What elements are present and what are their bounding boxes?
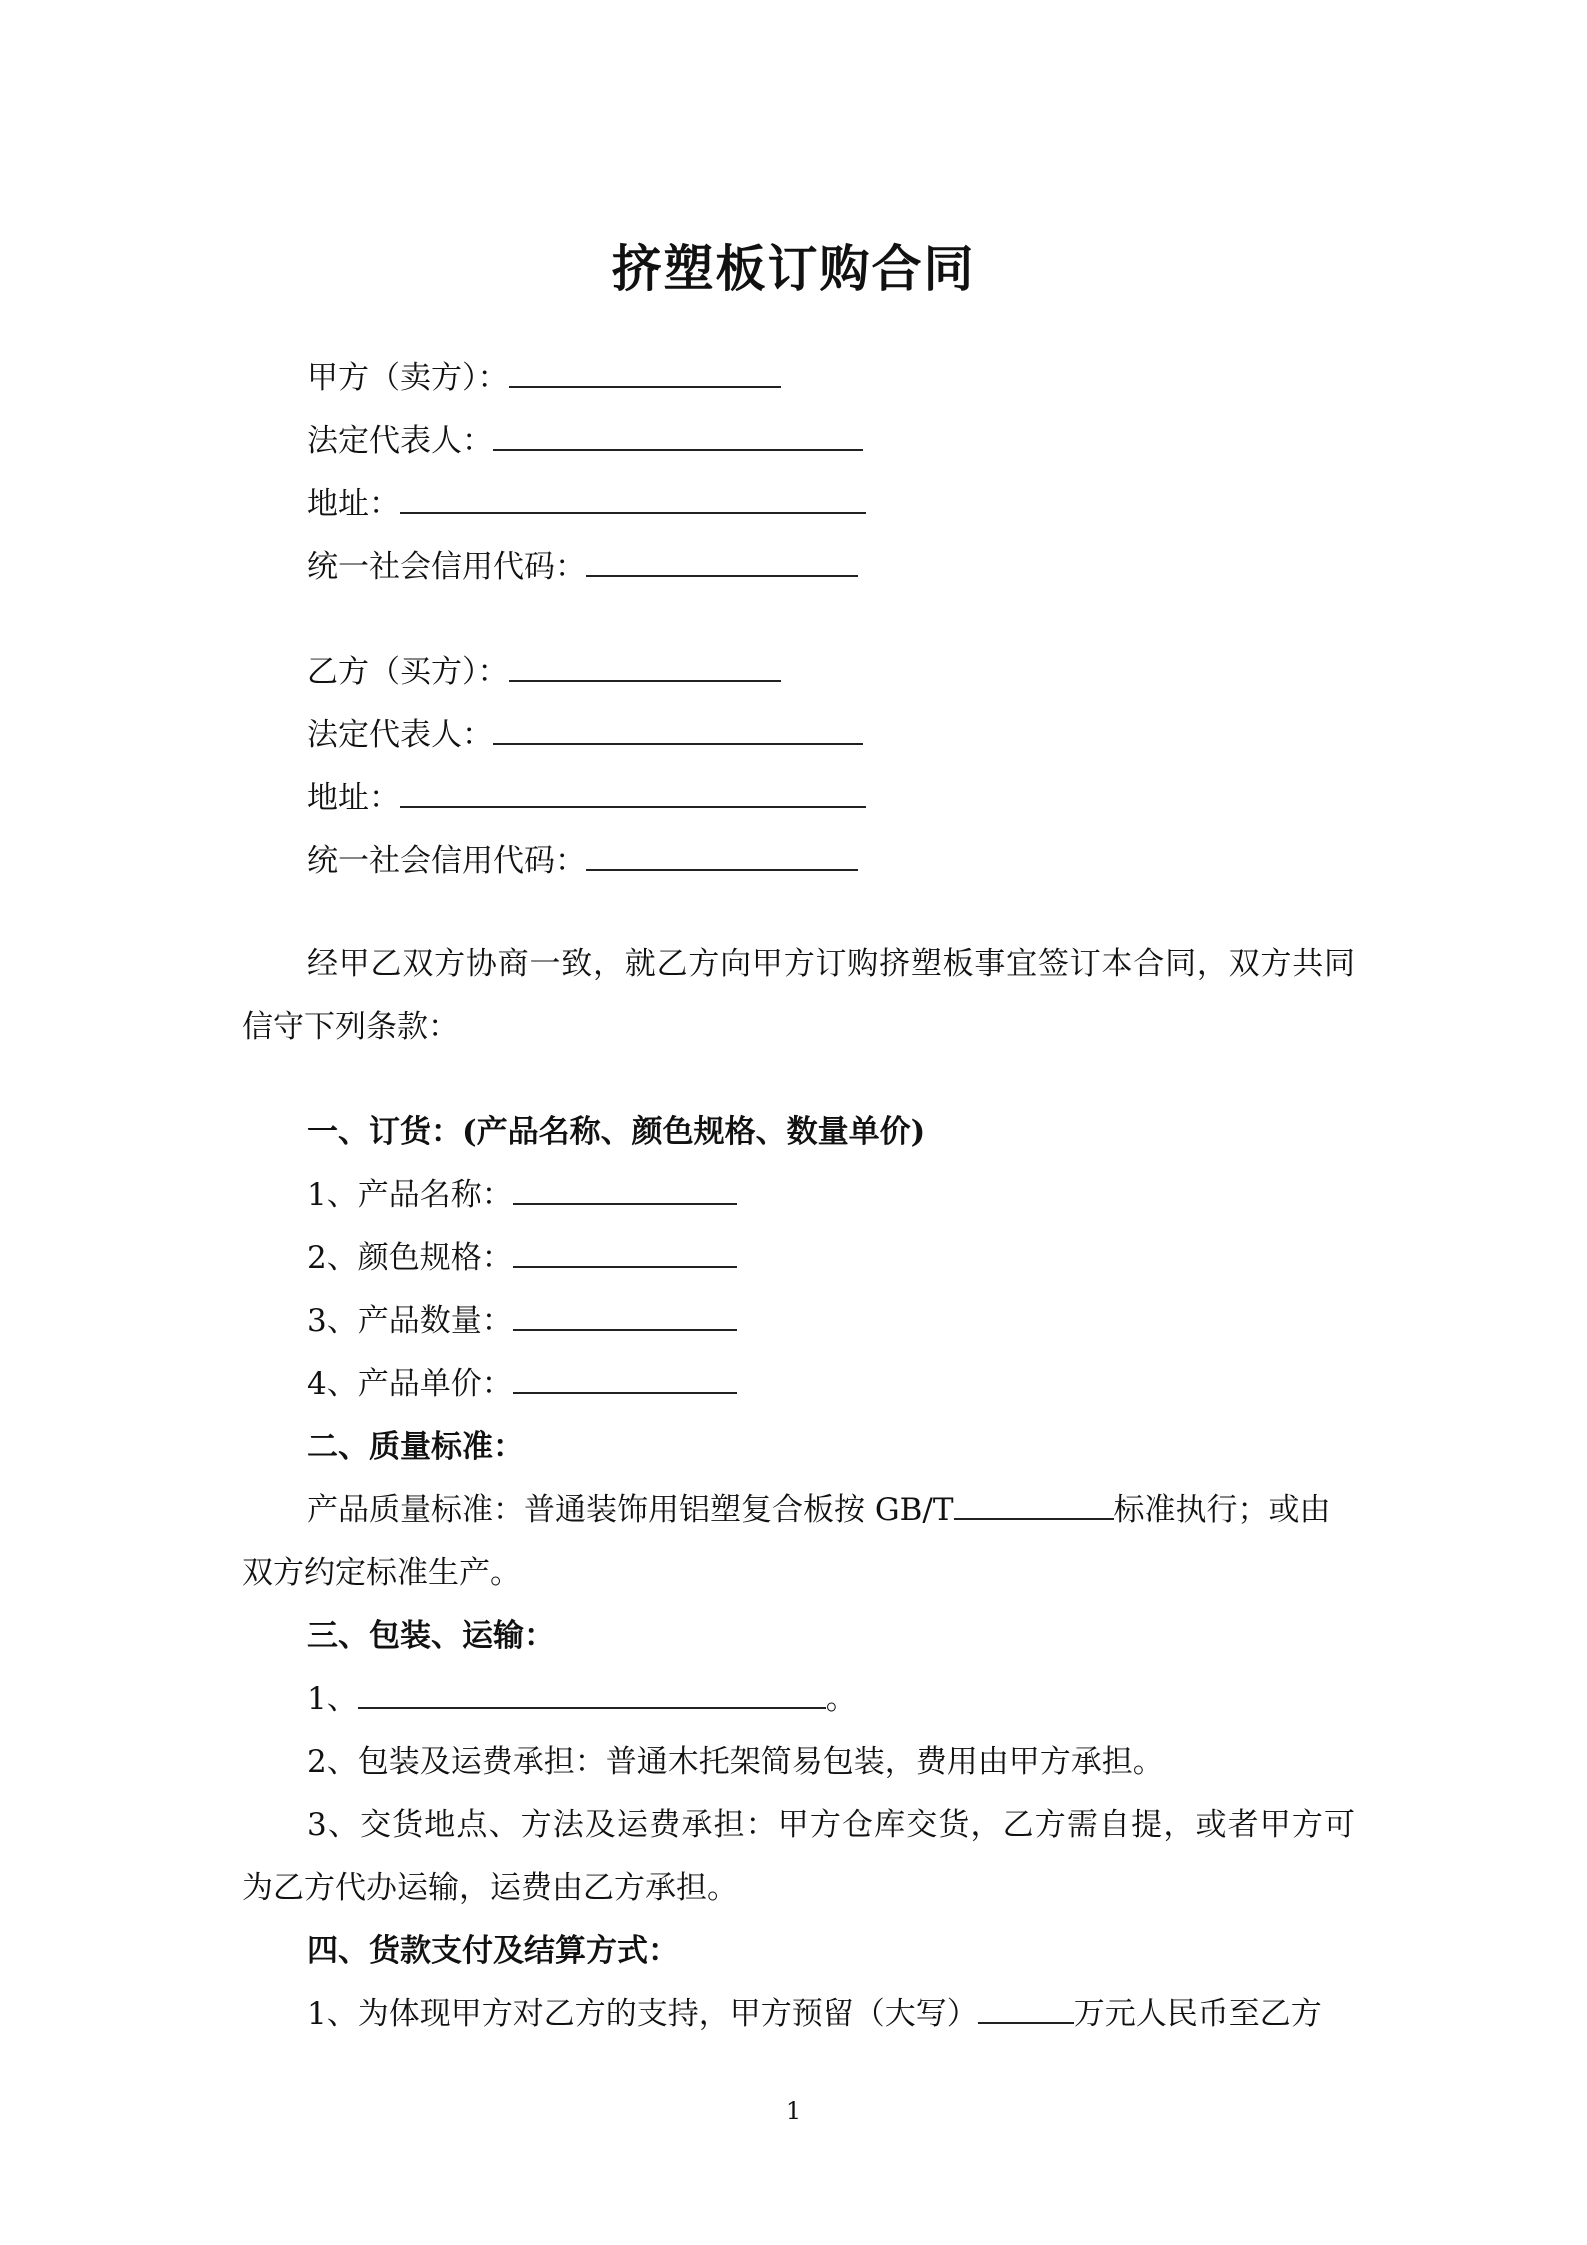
- product-quantity-blank[interactable]: [513, 1299, 737, 1331]
- color-spec-blank[interactable]: [513, 1236, 737, 1268]
- order-item-row: [307, 1236, 737, 1280]
- party-a-address-blank[interactable]: [400, 482, 866, 514]
- packaging-item-1-blank[interactable]: [358, 1677, 826, 1709]
- quality-line-2: 双方约定标准生产。: [242, 1555, 521, 1591]
- party-a-name-row: [307, 356, 781, 400]
- party-b-rep-label: 法定代表人：: [307, 717, 493, 753]
- quality-standard-row: [307, 1488, 1331, 1532]
- section-4-heading: 四、货款支付及结算方式：: [307, 1933, 679, 1969]
- party-b-rep-blank[interactable]: [493, 713, 863, 745]
- payment-item-1: [307, 1992, 1322, 2036]
- quality-text-after: 标准执行；或由: [1113, 1492, 1331, 1528]
- packaging-item-1-prefix: 1、: [307, 1681, 358, 1717]
- section-2-heading: 二、质量标准：: [307, 1429, 524, 1465]
- section-1-heading: 一、订货：(产品名称、颜色规格、数量单价): [307, 1114, 926, 1150]
- section-3-heading: 三、包装、运输：: [307, 1618, 555, 1654]
- party-b-address-blank[interactable]: [400, 776, 866, 808]
- product-name-label: 1、产品名称：: [307, 1177, 513, 1213]
- party-a-code-blank[interactable]: [586, 545, 858, 577]
- payment-item-1-after: 万元人民币至乙方: [1073, 1996, 1322, 2032]
- party-b-address-row: [307, 776, 866, 820]
- intro-line-1: 经甲乙双方协商一致，就乙方向甲方订购挤塑板事宜签订本合同，双方共同: [307, 946, 1355, 982]
- quality-text-before: 产品质量标准：普通装饰用铝塑复合板按 GB/T: [307, 1492, 954, 1528]
- party-a-code-label: 统一社会信用代码：: [307, 549, 586, 585]
- product-quantity-label: 3、产品数量：: [307, 1303, 513, 1339]
- color-spec-label: 2、颜色规格：: [307, 1240, 513, 1276]
- party-a-rep-row: [307, 419, 863, 463]
- packaging-item-3-line-2: 为乙方代办运输，运费由乙方承担。: [242, 1870, 738, 1906]
- intro-line-2: 信守下列条款：: [242, 1009, 459, 1045]
- party-a-address-row: [307, 482, 866, 526]
- party-b-name-blank[interactable]: [509, 650, 781, 682]
- party-b-name-row: [307, 650, 781, 694]
- party-a-rep-blank[interactable]: [493, 419, 863, 451]
- packaging-item-3-line-1: 3、交货地点、方法及运费承担：甲方仓库交货，乙方需自提，或者甲方可: [307, 1807, 1355, 1843]
- party-b-code-row: [307, 839, 858, 883]
- packaging-item-1: [307, 1677, 857, 1721]
- party-a-rep-label: 法定代表人：: [307, 423, 493, 459]
- unit-price-label: 4、产品单价：: [307, 1366, 513, 1402]
- document-title: 挤塑板订购合同: [611, 240, 976, 298]
- party-a-address-label: 地址：: [307, 486, 400, 522]
- payment-item-1-before: 1、为体现甲方对乙方的支持，甲方预留（大写）: [307, 1996, 978, 2032]
- order-item-row: [307, 1173, 737, 1217]
- gb-standard-blank[interactable]: [954, 1488, 1114, 1520]
- order-item-row: [307, 1299, 737, 1343]
- party-b-code-blank[interactable]: [586, 839, 858, 871]
- party-a-name-blank[interactable]: [509, 356, 781, 388]
- unit-price-blank[interactable]: [513, 1362, 737, 1394]
- party-b-code-label: 统一社会信用代码：: [307, 843, 586, 879]
- party-b-rep-row: [307, 713, 863, 757]
- party-a-code-row: [307, 545, 858, 589]
- party-a-label: 甲方（卖方）：: [307, 360, 509, 396]
- page-number: 1: [785, 2097, 802, 2125]
- packaging-item-1-suffix: 。: [825, 1681, 857, 1717]
- product-name-blank[interactable]: [513, 1173, 737, 1205]
- reserved-amount-blank[interactable]: [978, 1992, 1074, 2024]
- party-b-label: 乙方（买方）：: [307, 654, 509, 690]
- order-item-row: [307, 1362, 737, 1406]
- packaging-item-2: 2、包装及运费承担：普通木托架简易包装，费用由甲方承担。: [307, 1744, 1164, 1780]
- party-b-address-label: 地址：: [307, 780, 400, 816]
